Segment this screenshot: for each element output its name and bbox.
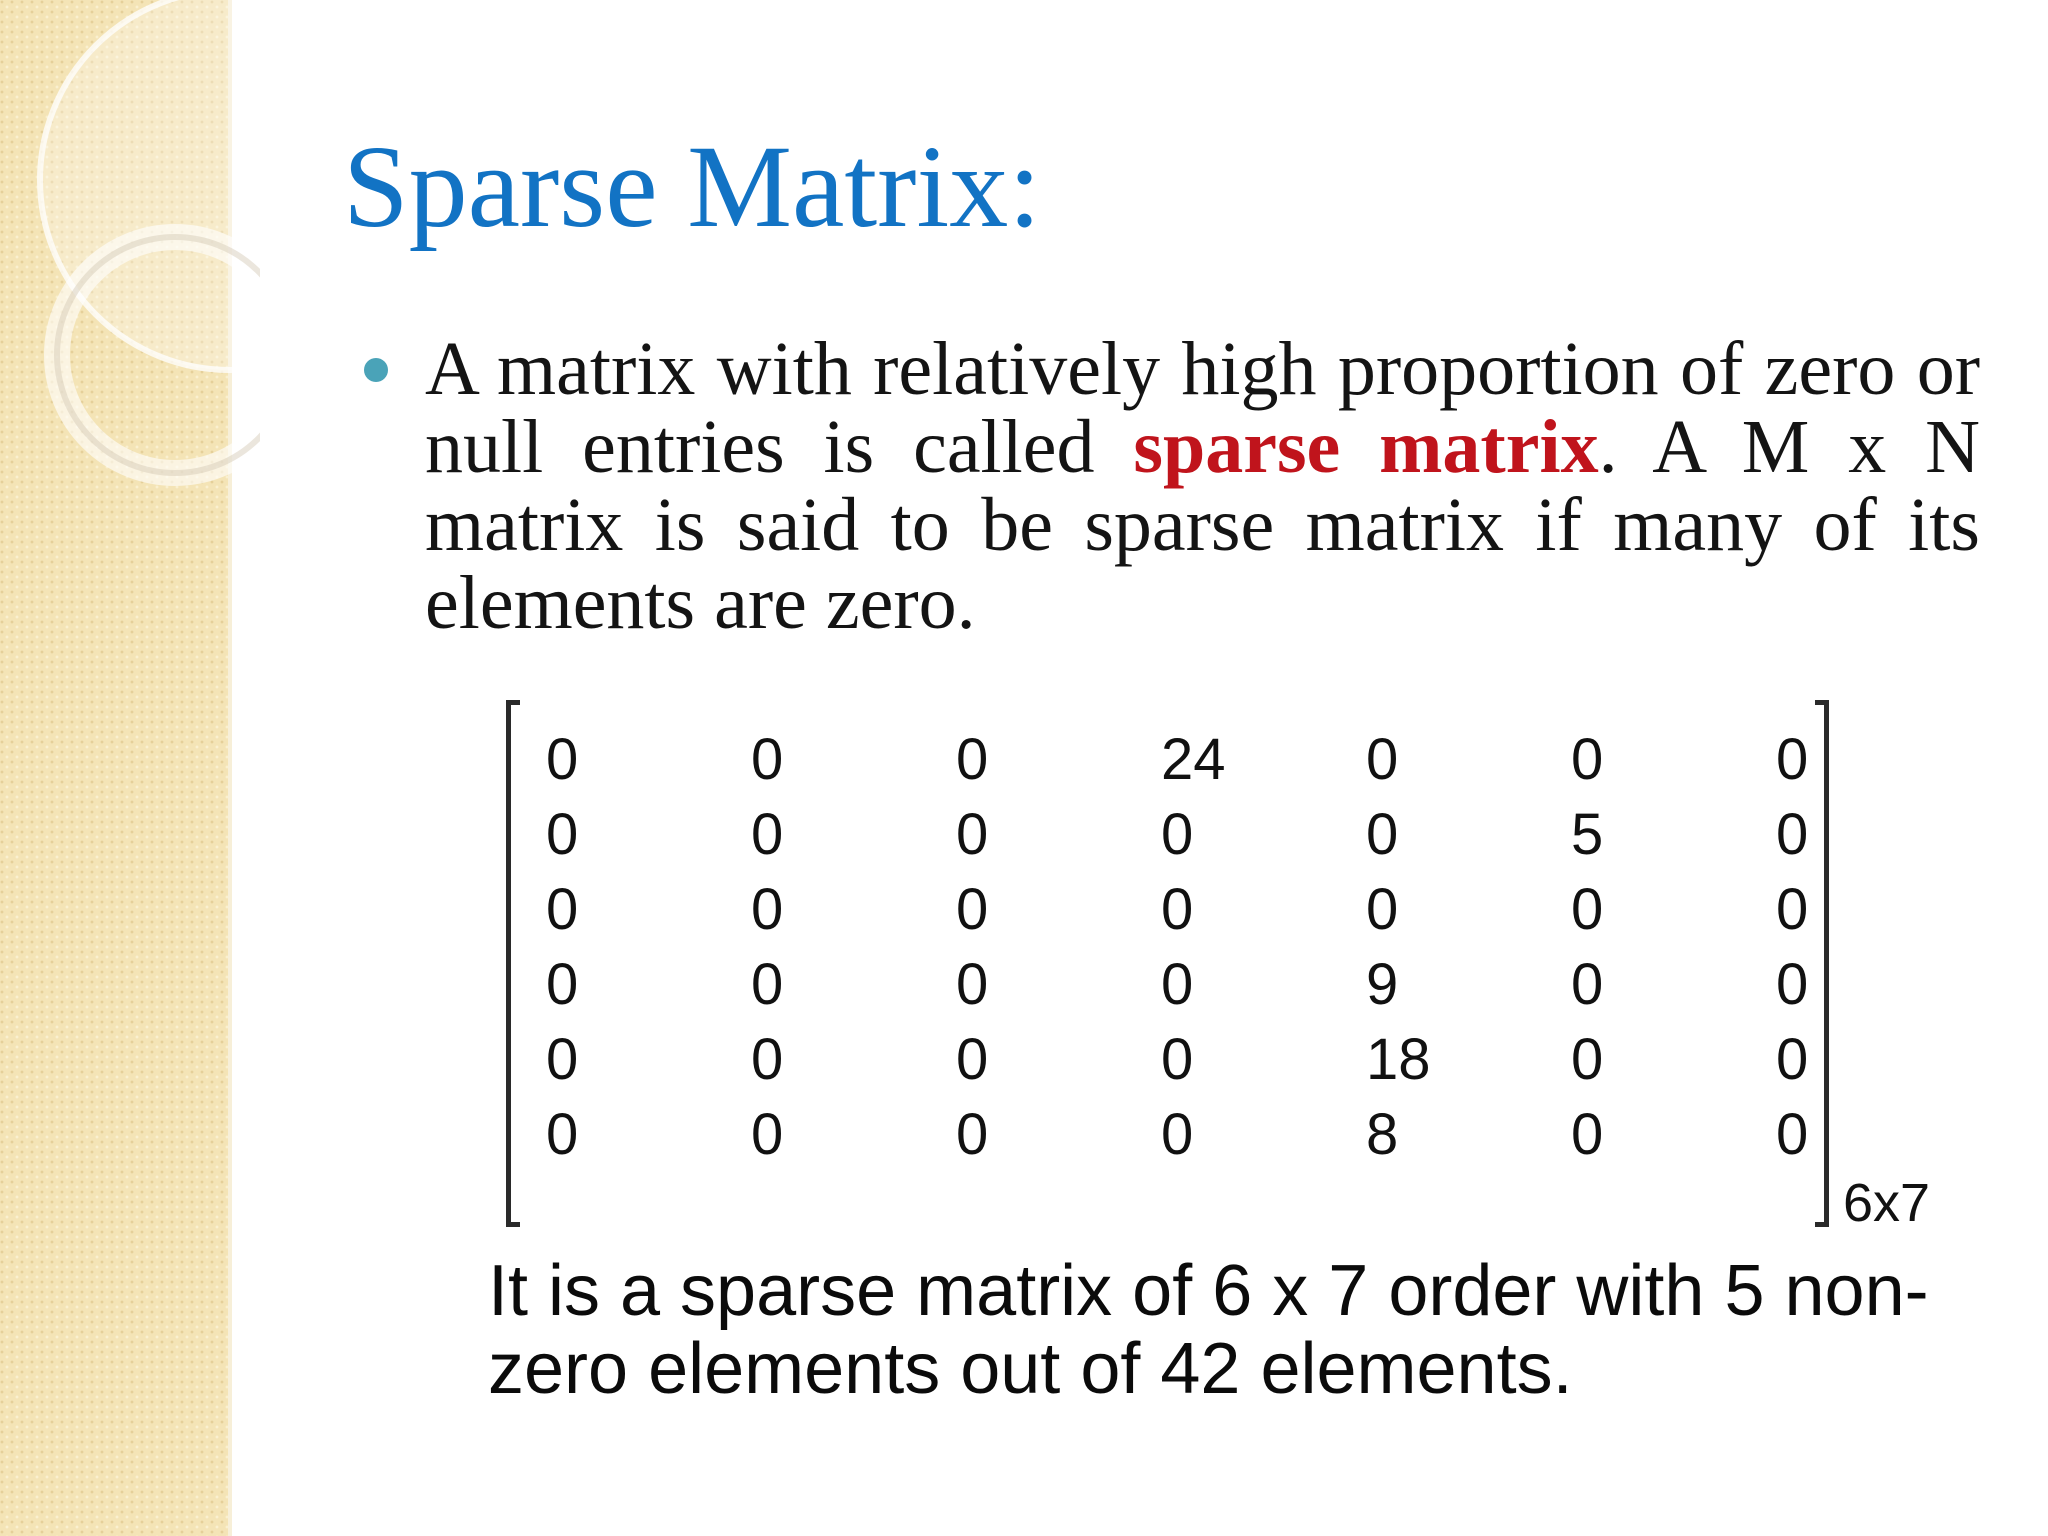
- matrix-cell: 0: [1366, 727, 1399, 792]
- matrix-cell: 0: [1161, 952, 1194, 1017]
- matrix-cell: 18: [1366, 1027, 1431, 1092]
- bullet-text: [425, 327, 1980, 645]
- caption-text: It is a sparse matrix of 6 x 7 order with 5 non-zero elements out of 42 elements.: [488, 1251, 1929, 1409]
- matrix-cell: 0: [1571, 1027, 1604, 1092]
- matrix-cell: 0: [546, 952, 579, 1017]
- matrix-cell: 9: [1366, 952, 1399, 1017]
- matrix-cell: 0: [1776, 952, 1809, 1017]
- matrix-cell: 0: [1776, 877, 1809, 942]
- matrix-cell: 0: [546, 802, 579, 867]
- matrix-cell: 0: [956, 727, 989, 792]
- matrix-left-bracket: [506, 700, 520, 1227]
- matrix-cell: 0: [956, 1027, 989, 1092]
- matrix-cell: 0: [1571, 727, 1604, 792]
- matrix-cell: 0: [1571, 1102, 1604, 1167]
- matrix-cell: 0: [956, 877, 989, 942]
- matrix-cell: 0: [751, 1027, 784, 1092]
- matrix-cell: 0: [1776, 802, 1809, 867]
- matrix-cell: 0: [956, 802, 989, 867]
- bullet-text-part-1: A matrix with relatively high proportion of zero or null entries is called: [425, 327, 1980, 489]
- matrix-cell: 0: [1366, 802, 1399, 867]
- matrix-cell: 0: [956, 1102, 989, 1167]
- matrix-cell: 0: [1366, 877, 1399, 942]
- matrix-cell: 0: [751, 802, 784, 867]
- matrix-cell: 0: [751, 727, 784, 792]
- bullet-icon: [364, 358, 388, 382]
- matrix-cell: 8: [1366, 1102, 1399, 1167]
- matrix-cell: 24: [1161, 727, 1226, 792]
- matrix-cell: 0: [956, 952, 989, 1017]
- highlight-term: sparse matrix: [1133, 405, 1599, 489]
- matrix-cell: 0: [546, 1102, 579, 1167]
- bullet-text-part-2: . A M x N matrix is said to be sparse matrix if many of its elements are zero.: [425, 405, 1980, 645]
- matrix-cell: 0: [1776, 727, 1809, 792]
- matrix-cell: 0: [1161, 1027, 1194, 1092]
- matrix-cell: 5: [1571, 802, 1604, 867]
- matrix-cell: 0: [1161, 802, 1194, 867]
- matrix-cell: 0: [1571, 877, 1604, 942]
- matrix-cell: 0: [751, 877, 784, 942]
- decorative-circles: [0, 0, 260, 520]
- matrix-cell: 0: [1571, 952, 1604, 1017]
- matrix-cell: 0: [751, 952, 784, 1017]
- matrix-cell: 0: [1161, 877, 1194, 942]
- matrix-cell: 0: [546, 1027, 579, 1092]
- matrix-cell: 0: [751, 1102, 784, 1167]
- matrix-cell: 0: [1776, 1027, 1809, 1092]
- page-title: Sparse Matrix:: [343, 121, 1042, 252]
- matrix-order-label: 6x7: [1843, 1173, 1931, 1233]
- matrix-cell: 0: [546, 877, 579, 942]
- matrix-cell: 0: [546, 727, 579, 792]
- matrix-cell: 0: [1776, 1102, 1809, 1167]
- matrix-cell: 0: [1161, 1102, 1194, 1167]
